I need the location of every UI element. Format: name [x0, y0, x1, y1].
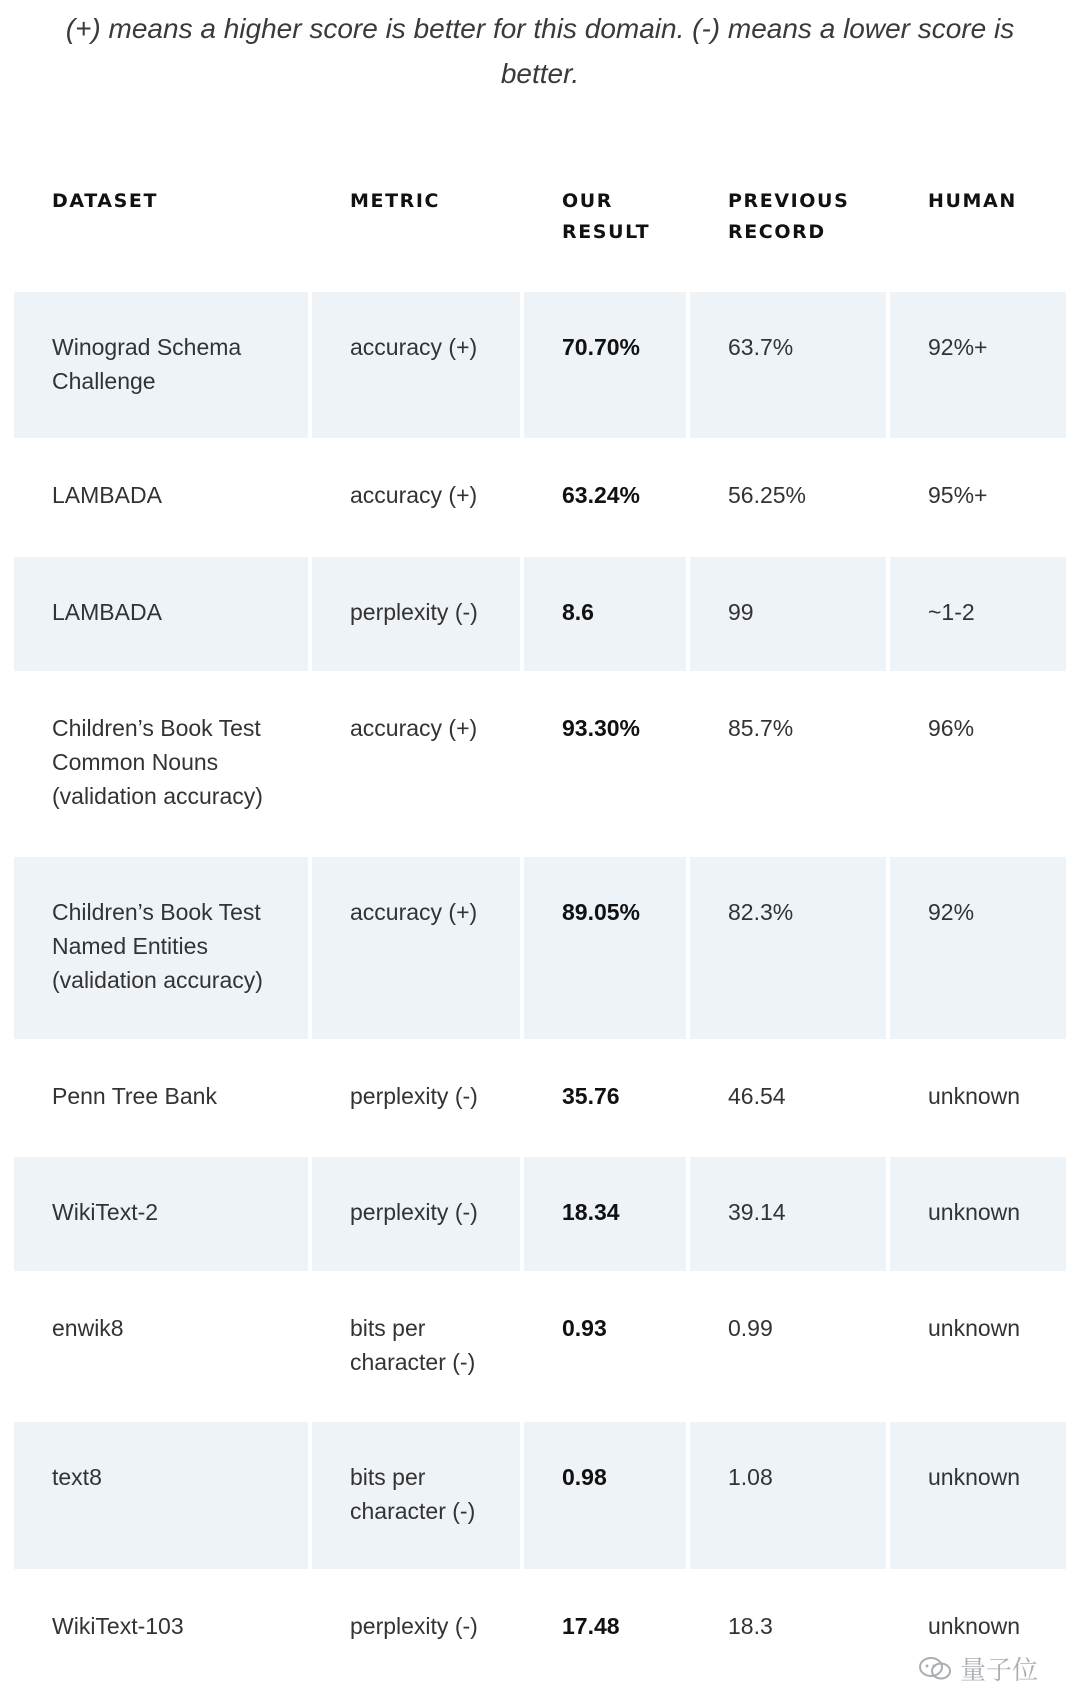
- table-header: [0, 186, 1080, 266]
- cell-our-result: 89.05%: [524, 857, 686, 1039]
- cell-human: 95%+: [928, 482, 988, 508]
- table-row: [0, 857, 1080, 1039]
- cell-human: ~1-2: [890, 557, 1066, 671]
- cell-previous-record: 1.08: [690, 1422, 886, 1569]
- cell-human: 92%+: [890, 292, 1066, 438]
- table-row: [0, 673, 1080, 855]
- cell-dataset: enwik8: [52, 1315, 124, 1341]
- cell-dataset: text8: [14, 1422, 308, 1569]
- cell-dataset: Children’s Book Test Common Nouns (validation accuracy): [52, 715, 263, 809]
- cell-dataset: Winograd Schema Challenge: [14, 292, 308, 438]
- cell-previous-record: 0.99: [728, 1315, 773, 1341]
- table-row: [0, 1157, 1080, 1271]
- cell-metric: perplexity (-): [312, 557, 520, 671]
- cell-our-result: 93.30%: [562, 715, 641, 741]
- cell-metric: accuracy (+): [312, 857, 520, 1039]
- header-metric: METRIC: [350, 190, 441, 212]
- cell-our-result: 0.98: [524, 1422, 686, 1569]
- cell-previous-record: 56.25%: [728, 482, 807, 508]
- table-row: [0, 1273, 1080, 1420]
- header-previous-record: PREVIOUS RECORD: [728, 190, 850, 243]
- header-dataset: DATASET: [52, 190, 159, 212]
- header-human: HUMAN: [928, 190, 1017, 212]
- cell-dataset: Penn Tree Bank: [52, 1083, 217, 1109]
- cell-our-result: 70.70%: [524, 292, 686, 438]
- table-row: [0, 440, 1080, 555]
- cell-dataset: WikiText-2: [14, 1157, 308, 1271]
- table-row: [0, 557, 1080, 671]
- cell-previous-record: 85.7%: [728, 715, 794, 741]
- cell-human: unknown: [928, 1315, 1021, 1341]
- cell-previous-record: 82.3%: [690, 857, 886, 1039]
- cell-human: 92%: [890, 857, 1066, 1039]
- table-row: [0, 1422, 1080, 1569]
- cell-our-result: 35.76: [562, 1083, 620, 1109]
- cell-metric: perplexity (-): [350, 1613, 478, 1639]
- cell-dataset: WikiText-103: [52, 1613, 184, 1639]
- cell-our-result: 8.6: [524, 557, 686, 671]
- cell-our-result: 63.24%: [562, 482, 641, 508]
- cell-human: 96%: [928, 715, 975, 741]
- header-our-result: OUR RESULT: [562, 190, 651, 243]
- cell-metric: bits per character (-): [350, 1315, 476, 1375]
- cell-dataset: LAMBADA: [14, 557, 308, 671]
- watermark-text: 量子位: [959, 1656, 1038, 1686]
- cell-our-result: 17.48: [562, 1613, 620, 1639]
- cell-metric: accuracy (+): [350, 715, 478, 741]
- cell-metric: accuracy (+): [312, 292, 520, 438]
- cell-metric: perplexity (-): [350, 1083, 478, 1109]
- table-caption: (+) means a higher score is better for this domain. (-) means a lower score is better.: [65, 13, 1015, 89]
- cell-human: unknown: [928, 1613, 1021, 1639]
- table-row: [0, 292, 1080, 438]
- cell-human: unknown: [928, 1083, 1021, 1109]
- cell-our-result: 0.93: [562, 1315, 607, 1341]
- cell-human: unknown: [890, 1422, 1066, 1569]
- cell-our-result: 18.34: [524, 1157, 686, 1271]
- table-row: [0, 1041, 1080, 1155]
- cell-human: unknown: [890, 1157, 1066, 1271]
- cell-metric: bits per character (-): [312, 1422, 520, 1569]
- cell-dataset: LAMBADA: [52, 482, 162, 508]
- cell-metric: perplexity (-): [312, 1157, 520, 1271]
- cell-previous-record: 18.3: [728, 1613, 773, 1639]
- cell-previous-record: 39.14: [690, 1157, 886, 1271]
- cell-previous-record: 63.7%: [690, 292, 886, 438]
- cell-previous-record: 46.54: [728, 1083, 786, 1109]
- chat-bubble-logo-icon: [918, 1656, 952, 1682]
- cell-dataset: Children’s Book Test Named Entities (validation accuracy): [14, 857, 308, 1039]
- cell-previous-record: 99: [690, 557, 886, 671]
- watermark: [918, 1650, 1038, 1687]
- cell-metric: accuracy (+): [350, 482, 478, 508]
